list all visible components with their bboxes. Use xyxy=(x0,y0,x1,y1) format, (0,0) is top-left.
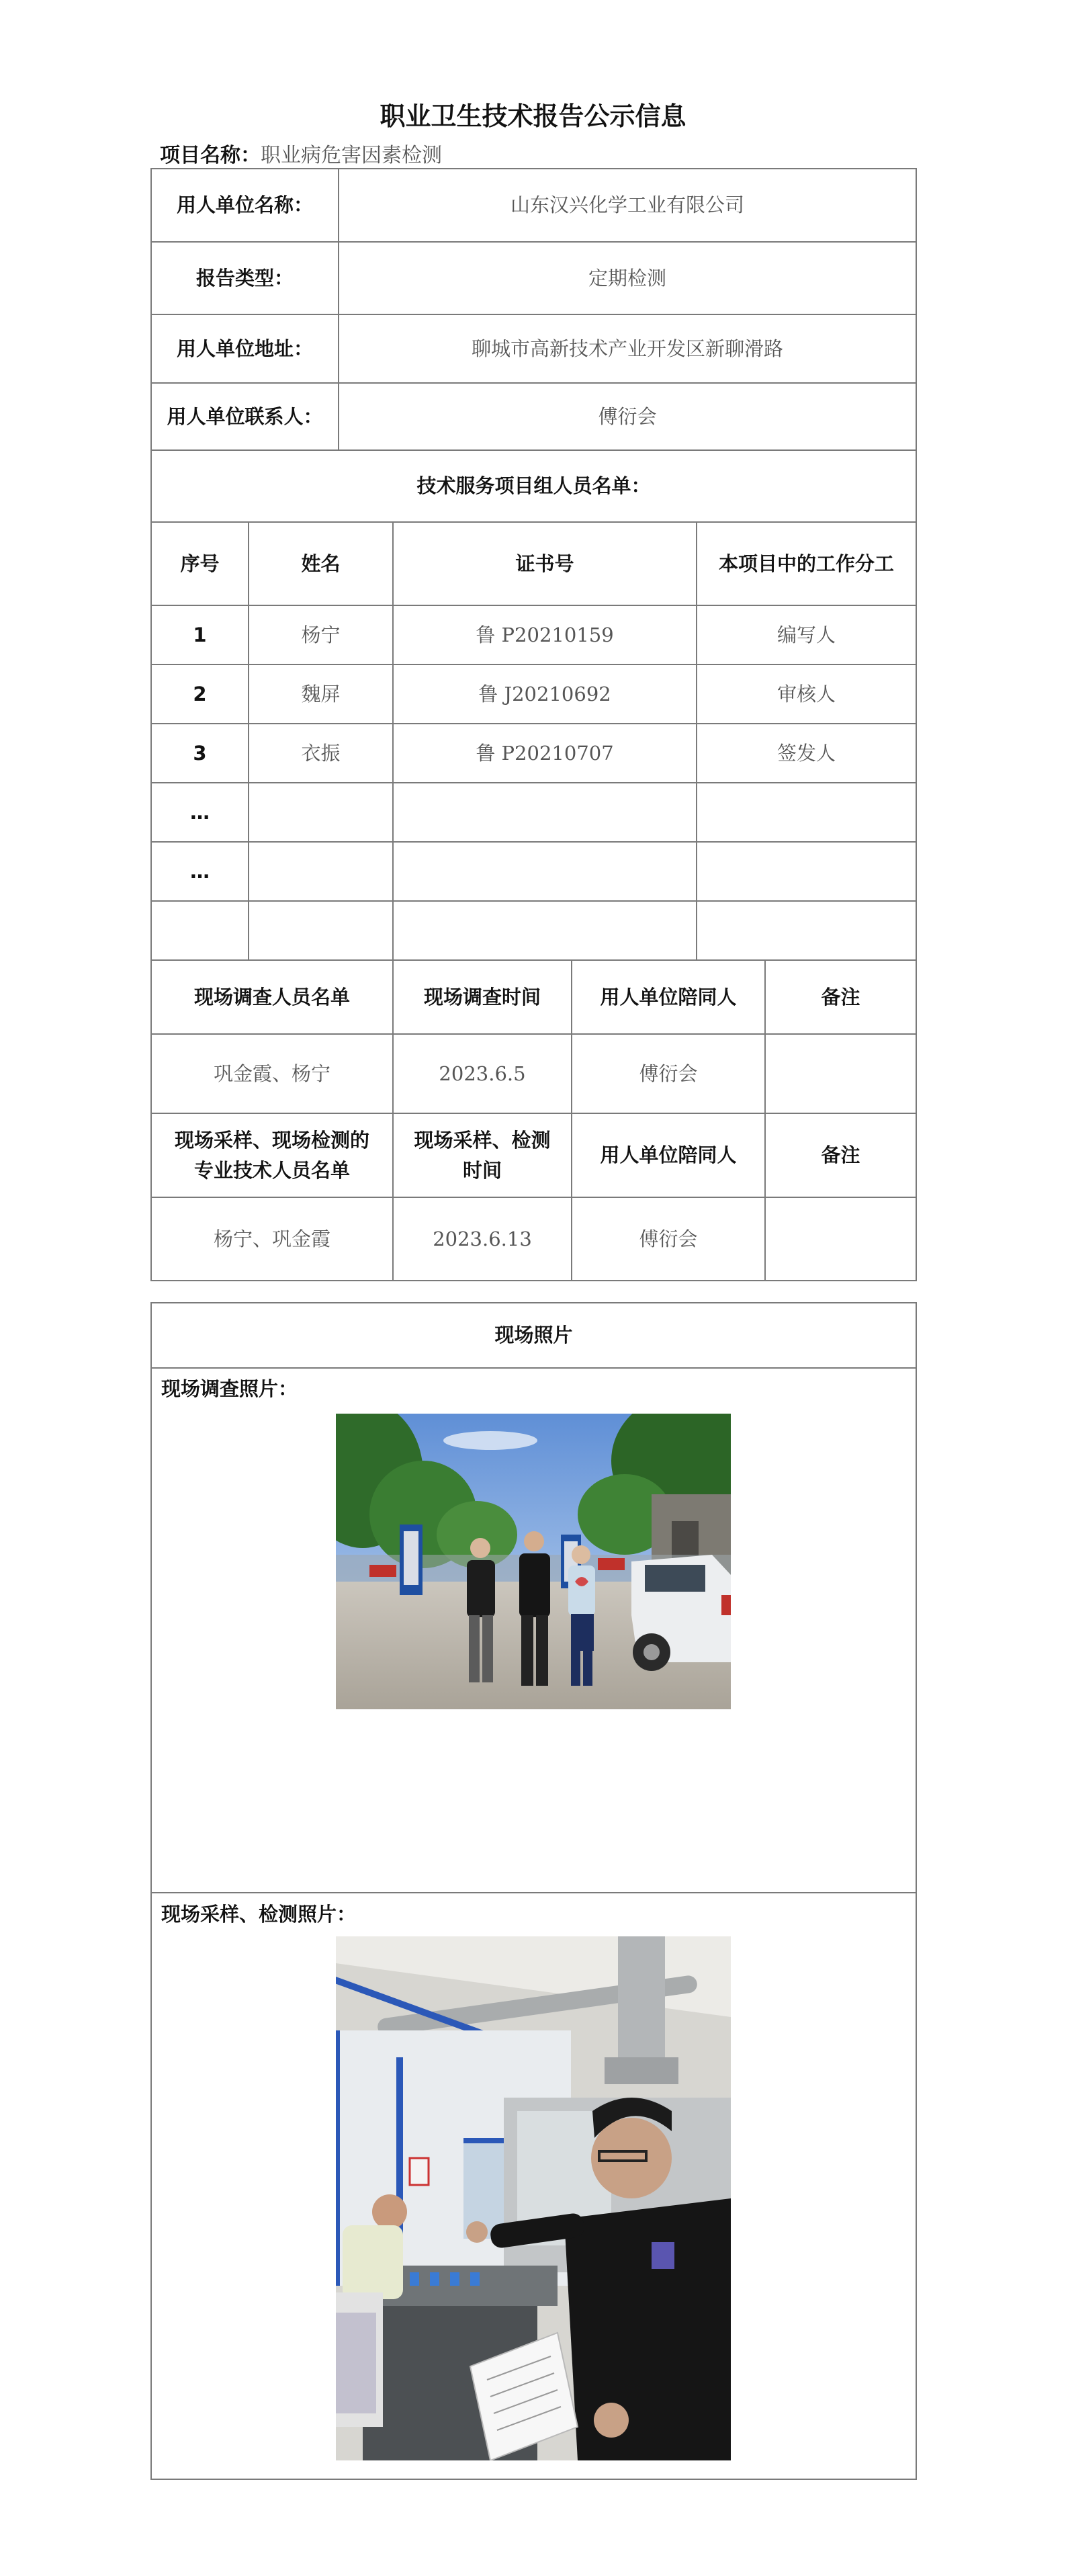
team-row-1-no: 1 xyxy=(193,623,207,646)
page-title: 职业卫生技术报告公示信息 xyxy=(380,101,686,131)
survey-escort: 傅衍会 xyxy=(639,1062,698,1085)
report-type-label: 报告类型： xyxy=(195,266,294,290)
team-row-2-role: 审核人 xyxy=(776,682,836,705)
survey-header-staff: 现场调查人员名单 xyxy=(193,985,350,1008)
team-row-2-name: 魏屏 xyxy=(301,682,341,705)
team-row-4-cert xyxy=(394,783,696,841)
team-row-5-role xyxy=(697,843,916,900)
project-name-value: 职业病危害因素检测 xyxy=(261,144,442,167)
team-row-2-cert: 鲁 J20210692 xyxy=(478,682,611,705)
sampling-header-escort: 用人单位陪同人 xyxy=(600,1144,737,1167)
survey-header-escort: 用人单位陪同人 xyxy=(600,985,737,1008)
team-row-5-name xyxy=(249,843,392,900)
sampling-date: 2023.6.13 xyxy=(433,1227,532,1250)
team-row-6-name xyxy=(249,902,392,959)
team-row-6-no xyxy=(152,902,248,959)
team-row-3-cert: 鲁 P20210707 xyxy=(476,741,614,765)
photos-title: 现场照片 xyxy=(494,1324,573,1347)
team-header-cert: 证书号 xyxy=(515,552,574,575)
sampling-note xyxy=(766,1198,916,1280)
company-name-label: 用人单位名称： xyxy=(176,194,313,217)
sampling-staff: 杨宁、巩金霞 xyxy=(213,1227,330,1250)
survey-note xyxy=(766,1035,916,1113)
company-contact-label: 用人单位联系人： xyxy=(167,404,323,428)
sampling-photo xyxy=(336,1936,731,2460)
sampling-header-note: 备注 xyxy=(821,1144,860,1167)
team-row-2-no: 2 xyxy=(193,682,207,705)
survey-header-note: 备注 xyxy=(821,985,860,1008)
sampling-header-staff: 现场采样、现场检测的专业技术人员名单 xyxy=(174,1128,369,1182)
project-name-label: 项目名称： xyxy=(160,144,261,167)
team-row-6-cert xyxy=(394,902,696,959)
team-row-5-cert xyxy=(394,843,696,900)
team-row-5-no: … xyxy=(190,859,210,883)
sampling-header-date: 现场采样、检测时间 xyxy=(414,1128,551,1182)
survey-photos-label: 现场调查照片： xyxy=(161,1377,298,1400)
company-address-value: 聊城市高新技术产业开发区新聊滑路 xyxy=(471,337,783,360)
team-row-3-no: 3 xyxy=(193,741,207,765)
company-address-label: 用人单位地址： xyxy=(176,337,313,360)
survey-header-date: 现场调查时间 xyxy=(423,985,541,1008)
team-row-1-name: 杨宁 xyxy=(301,623,341,646)
survey-staff: 巩金霞、杨宁 xyxy=(213,1062,330,1085)
company-name-value: 山东汉兴化学工业有限公司 xyxy=(510,194,744,217)
team-row-4-no: … xyxy=(190,800,210,824)
team-row-3-role: 签发人 xyxy=(776,741,836,765)
sampling-photos-label: 现场采样、检测照片： xyxy=(161,1903,357,1926)
team-row-6-role xyxy=(697,902,916,959)
project-name-line xyxy=(160,138,442,165)
team-header-name: 姓名 xyxy=(301,552,341,575)
company-contact-value: 傅衍会 xyxy=(598,404,657,428)
sampling-escort: 傅衍会 xyxy=(639,1227,698,1250)
team-header-role: 本项目中的工作分工 xyxy=(718,552,894,575)
report-type-value: 定期检测 xyxy=(588,266,666,290)
team-row-1-cert: 鲁 P20210159 xyxy=(476,623,614,646)
team-row-4-role xyxy=(697,783,916,841)
team-row-3-name: 衣振 xyxy=(301,741,341,765)
survey-date: 2023.6.5 xyxy=(439,1062,526,1085)
team-header-no: 序号 xyxy=(180,552,220,575)
team-row-1-role: 编写人 xyxy=(776,623,836,646)
survey-photo xyxy=(336,1414,731,1709)
team-row-4-name xyxy=(249,783,392,841)
team-title: 技术服务项目组人员名单： xyxy=(416,474,651,498)
